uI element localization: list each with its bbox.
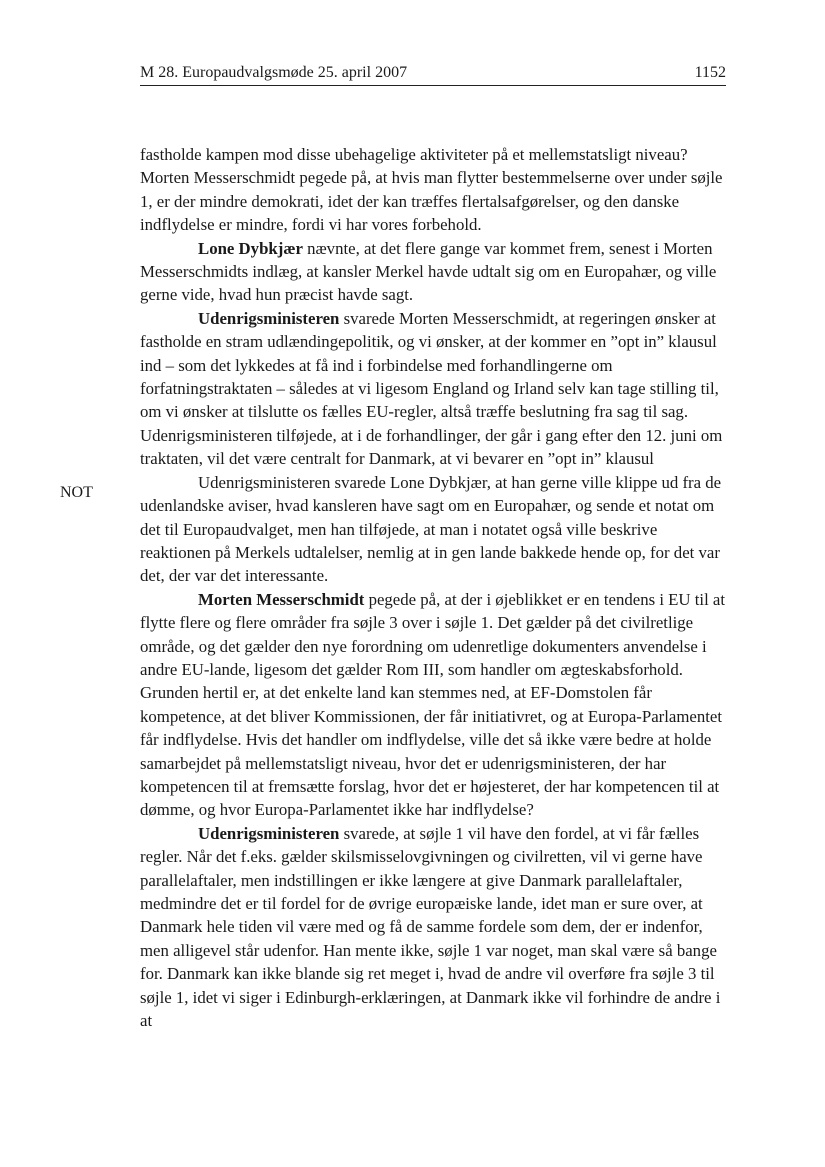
paragraph-text: pegede på, at der i øjeblikket er en tendens i EU til at flytte flere og flere områder fra søjle 3 over i søjle 1. Det gælder på det civilretlige område, og det gælder den nye forordning om udenretlige dokumenters anvendelse i andre EU-lande, ligesom det gælder Rom III, som handler om ægteskabsforhold. Grunden hertil er, at det enkelte land kan stemmes ned, at EF-Domstolen får kompetence, at det bliver Kommissionen, der får initiativret, og at Europa-Parlamentet får indflydelse. Hvis det handler om indflydelse, ville det så ikke være bedre at holde samarbejdet på mellemstatsligt niveau, hvor det er udenrigsministeren, der har kompetencen til at fremsætte forslag, hvor det er højesteret, der har kompetencen til at dømme, og hvor Europa-Parlamentet ikke har indflydelse? [140, 589, 726, 820]
speaker-name: Morten Messerschmidt [198, 589, 365, 609]
speaker-name: Udenrigsministeren [198, 308, 340, 328]
paragraph [140, 822, 730, 1033]
paragraph [140, 237, 730, 307]
document-body [140, 143, 730, 1032]
page-number: 1152 [694, 64, 726, 81]
paragraph-text: svarede Morten Messerschmidt, at regeringen ønsker at fastholde en stram udlændingepolitik, og vi ønsker, at der kommer en ”opt in” klausul ind – som det lykkedes at få ind i forbindelse med forhandlingerne om forfatningstraktaten – således at vi ligesom England og Irland selv kan tage stilling til, om vi ønsker at tilslutte os fælles EU-regler, altså træffe beslutning fra sag til sag. Udenrigsministeren tilføjede, at i de forhandlinger, der går i gang efter den 12. juni om traktaten, vil det være centralt for Danmark, at vi bevarer en ”opt in” klausul [140, 308, 723, 469]
margin-note: NOT [60, 484, 93, 501]
speaker-name: Udenrigsministeren [198, 823, 340, 843]
paragraph-text: Udenrigsministeren svarede Lone Dybkjær, at han gerne ville klippe ud fra de udenlandske aviser, hvad kansleren have sagt om en Europahær, og sende et notat om det til Europaudvalget, men han tilføjede, at man i notatet også ville beskrive reaktionen på Merkels udtalelser, nemlig at in gen lande bakkede hende op, for det var det, der var det interessante. [140, 472, 722, 586]
header-title: M 28. Europaudvalgsmøde 25. april 2007 [140, 64, 408, 81]
paragraph [140, 588, 730, 822]
paragraph [140, 471, 730, 588]
paragraph-text: nævnte, at det flere gange var kommet frem, senest i Morten Messerschmidts indlæg, at kansler Merkel havde udtalt sig om en Europahær, og ville gerne vide, hvad hun præcist havde sagt. [140, 238, 717, 305]
paragraph-text: fastholde kampen mod disse ubehagelige aktiviteter på et mellemstatsligt niveau? Morten Messerschmidt pegede på, at hvis man flytter bestemmelserne over under søjle 1, er der mindre demokrati, idet der kan træffes flertalsafgørelser, og den danske indflydelse er mindre, fordi vi har vores forbehold. [140, 145, 723, 235]
paragraph [140, 143, 730, 237]
speaker-name: Lone Dybkjær [198, 238, 303, 258]
page-header [140, 63, 726, 86]
paragraph [140, 307, 730, 471]
paragraph-text: svarede, at søjle 1 vil have den fordel, at vi får fælles regler. Når det f.eks. gælder skilsmisselovgivningen og civilretten, vil vi gerne have parallelaftaler, men indstillingen er ikke længere at give Danmark parallelaftaler, medmindre det er til fordel for de øvrige europæiske lande, idet man er sure over, at Danmark hele tiden vil være med og få de samme fordele som dem, der er indenfor, men alligevel står udenfor. Han mente ikke, søjle 1 var noget, man skal være så bange for. Danmark kan ikke blande sig ret meget i, hvad de andre vil overføre fra søjle 3 til søjle 1, idet vi siger i Edinburgh-erklæringen, at Danmark ikke vil forhindre de andre i at [140, 823, 721, 1031]
